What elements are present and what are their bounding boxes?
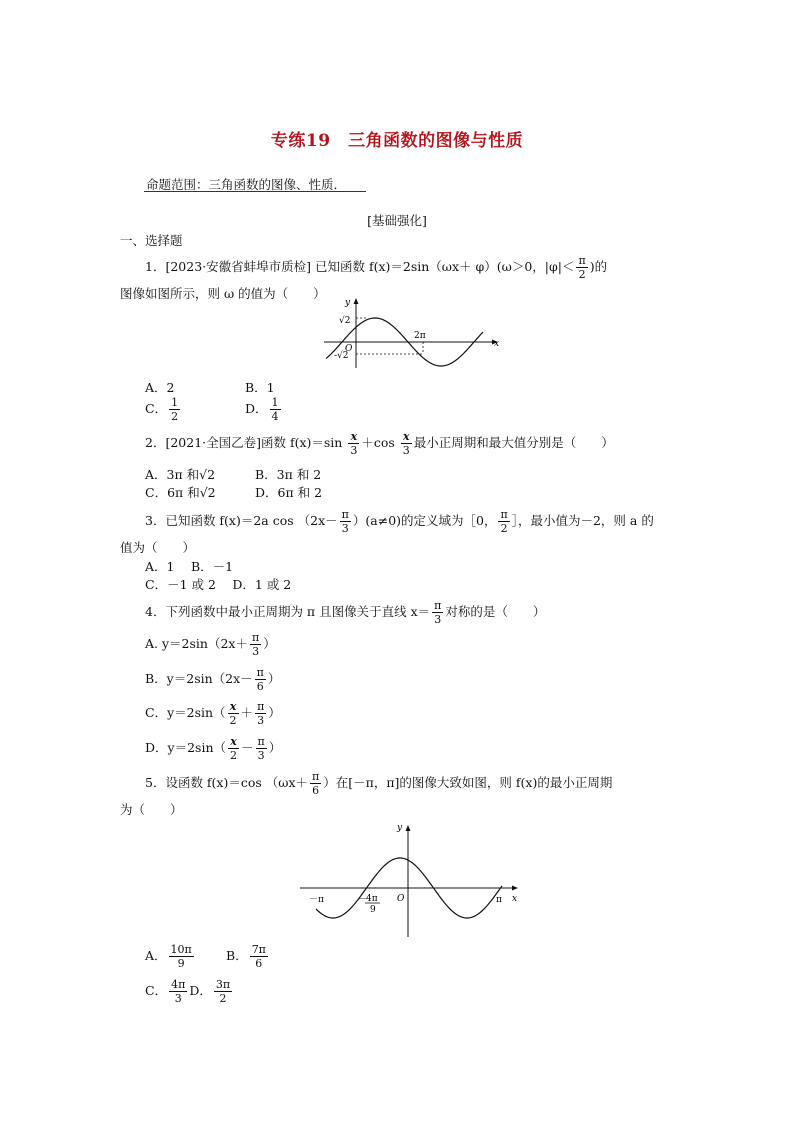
page-title: 专练19 三角函数的图像与性质 xyxy=(270,131,524,151)
scope-underline xyxy=(144,191,366,192)
neg-pi-label: －π xyxy=(309,895,324,905)
question-4-option-a[interactable]: A. y＝2sin（2x＋ $\frac{\pi}{3}$ ） xyxy=(145,631,276,658)
max-label: √2 xyxy=(339,316,351,326)
question-1-graph xyxy=(318,294,504,370)
question-2-option-a[interactable]: A．3π 和√2 xyxy=(145,467,216,482)
x-axis-label: x xyxy=(512,894,518,904)
question-2-option-b[interactable]: B．3π 和 2 xyxy=(255,467,322,482)
question-5-option-c[interactable]: C． $\frac{4\pi}{3}$ D． $\frac{3\pi}{2}$ xyxy=(145,978,231,1005)
question-1-option-b[interactable]: B．1 xyxy=(245,380,275,395)
question-4-option-d[interactable]: D．y＝2sin（ $\frac{x}{2}$ － $\frac{\pi}{3}$ ） xyxy=(145,735,282,762)
origin-label: O xyxy=(345,344,353,354)
question-2-stem: 2．[2021·全国乙卷]函数 f(x)＝sin $\frac{x}{3}$ ＋cos $\frac{x}{3}$ 最小正周期和最大值分别是（ ） xyxy=(145,430,614,457)
question-3-stem: 3．已知函数 f(x)＝2a cos （2x－ $\frac{\pi}{3}$ ）(a≠0)的定义域为［0， $\frac{\pi}{2}$ ］，最小值为－2，则 a 的 xyxy=(145,508,654,535)
mark-sign: － xyxy=(358,895,368,905)
x-mark-label: 2π xyxy=(414,331,426,341)
min-label: -√2 xyxy=(334,351,349,361)
question-1-option-d[interactable]: D． $\frac{1}{4}$ xyxy=(245,396,279,423)
question-5-option-a[interactable]: A． $\frac{10\pi}{9}$ xyxy=(145,943,192,970)
pi-label: π xyxy=(496,895,502,905)
question-5-option-b[interactable]: B． $\frac{7\pi}{6}$ xyxy=(226,943,266,970)
question-2-option-c[interactable]: C．6π 和√2 xyxy=(145,485,216,500)
mark-numerator: 4π xyxy=(366,894,378,904)
section-heading: [基础强化] xyxy=(367,213,427,228)
question-5-graph xyxy=(296,817,524,941)
question-4-option-c[interactable]: C．y＝2sin（ $\frac{x}{2}$ ＋ $\frac{\pi}{3}$ ） xyxy=(145,700,281,727)
question-1-option-a[interactable]: A．2 xyxy=(145,380,175,395)
y-axis-label: y xyxy=(345,298,351,308)
y-axis-label: y xyxy=(397,823,403,833)
scope-note: 命题范围：三角函数的图像、性质． xyxy=(146,177,347,192)
question-1-line2: 图像如图所示，则 ω 的值为（ ） xyxy=(120,286,326,301)
question-5-stem: 5．设函数 f(x)＝cos （ωx＋ $\frac{\pi}{6}$ ）在[－π，π]的图像大致如图，则 f(x)的最小正周期 xyxy=(145,770,613,797)
question-3-options-cd[interactable]: C．－1 或 2 D．1 或 2 xyxy=(145,577,292,592)
question-1-option-c[interactable]: C． $\frac{1}{2}$ xyxy=(145,396,179,423)
x-axis-label: x xyxy=(494,339,500,349)
question-3-line2: 值为（ ） xyxy=(120,540,196,555)
question-2-option-d[interactable]: D．6π 和 2 xyxy=(255,485,323,500)
question-4-stem: 4．下列函数中最小正周期为 π 且图像关于直线 x＝ $\frac{\pi}{3}$ 对称的是（ ） xyxy=(145,599,546,626)
question-4-option-b[interactable]: B．y＝2sin（2x－ $\frac{\pi}{6}$ ） xyxy=(145,666,281,693)
question-3-options-ab[interactable]: A．1 B．－1 xyxy=(145,559,234,574)
question-1-stem: 1．[2023·安徽省蚌埠市质检] 已知函数 f(x)＝2sin（ωx＋ φ）(ω＞0，|φ|＜ $\frac{\pi}{2}$ )的 xyxy=(145,254,608,281)
part-heading: 一、选择题 xyxy=(120,233,183,248)
mark-denominator: 9 xyxy=(370,905,376,915)
origin-label: O xyxy=(397,894,405,904)
question-5-line2: 为（ ） xyxy=(120,802,183,817)
fraction: $\frac{\pi}{2}$ xyxy=(578,254,586,281)
